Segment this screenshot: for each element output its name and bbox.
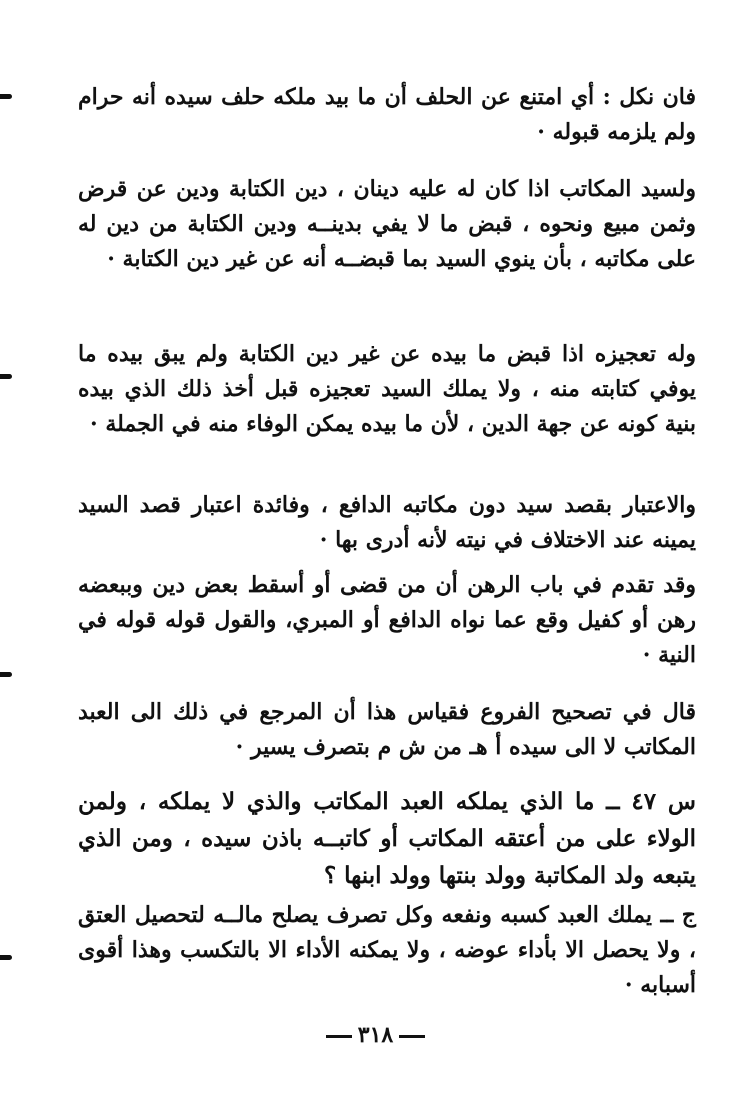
paragraph: فان نكل : أي امتنع عن الحلف أن ما بيد ملكه حلف سيده أنه حرام ولم يلزمه قبوله ·	[78, 84, 696, 145]
margin-mark	[0, 955, 12, 960]
paragraph: وله تعجيزه اذا قبض ما بيده عن غير دين الكتابة ولم يبق بيده ما يوفي كتابته منه ، ولا يملك السيد تعجيزه قبل أخذ ذلك الذي بيده بنية كونه عن جهة الدين ، لأن ما بيده يمكن الوفاء منه في الجملة ·	[78, 341, 696, 437]
answer-paragraph: ج ــ يملك العبد كسبه ونفعه وكل تصرف يصلح مالــه لتحصيل العتق ، ولا يحصل الا بأداء عوضه ، ولا يمكنه الأداء الا بالتكسب وهذا أقوى أسبابه ·	[78, 902, 696, 998]
margin-mark	[0, 672, 12, 677]
page-number-footer	[0, 1022, 751, 1048]
margin-mark	[0, 94, 12, 99]
paragraph: ولسيد المكاتب اذا كان له عليه دينان ، دين الكتابة ودين عن قرض وثمن مبيع ونحوه ، قبض ما لا يفي بدينــه ودين الكتابة من دين له على مكاتبه ، بأن ينوي السيد بما قبضــه أنه عن غير دين الكتابة ·	[78, 176, 696, 272]
question-heading: س ٤٧ ــ ما الذي يملكه العبد المكاتب والذي لا يملكه ، ولمن الولاء على من أعتقه المكاتب أو كاتبــه باذن سيده ، ومن الذي يتبعه ولد المكاتبة وولد بنتها وولد ابنها ؟	[78, 788, 696, 889]
dash-decoration	[399, 1035, 425, 1038]
page-number: ٣١٨	[357, 1022, 394, 1048]
paragraph: وقد تقدم في باب الرهن أن من قضى أو أسقط بعض دين وببعضه رهن أو كفيل وقع عما نواه الدافع أو المبري، والقول قوله قوله في النية ·	[78, 572, 696, 668]
paragraph: والاعتبار بقصد سيد دون مكاتبه الدافع ، وفائدة اعتبار قصد السيد يمينه عند الاختلاف في نيته لأنه أدرى بها ·	[78, 492, 696, 553]
dash-decoration	[326, 1035, 352, 1038]
paragraph: قال في تصحيح الفروع فقياس هذا أن المرجع في ذلك الى العبد المكاتب لا الى سيده أ هـ من ش م بتصرف يسير ·	[78, 699, 696, 760]
margin-mark	[0, 374, 12, 379]
